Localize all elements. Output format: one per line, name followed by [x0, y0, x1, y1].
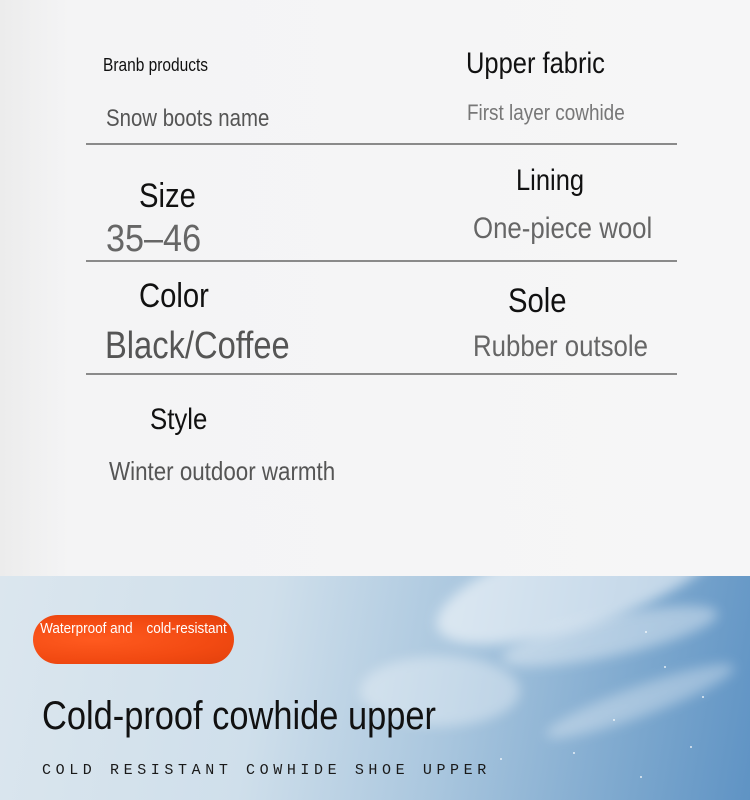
- snow-dot: [613, 719, 615, 721]
- badge-line-2: cold-resistant: [146, 620, 228, 637]
- row-divider: [86, 260, 677, 262]
- style-label: Style: [150, 403, 208, 436]
- feature-banner: [0, 576, 750, 800]
- lining-label: Lining: [516, 164, 585, 197]
- snow-dot: [702, 696, 704, 698]
- snow-dot: [690, 746, 692, 748]
- row-divider: [86, 373, 677, 375]
- banner-subline: COLD RESISTANT COWHIDE SHOE UPPER: [42, 762, 491, 779]
- sole-value: Rubber outsole: [473, 330, 648, 363]
- color-value: Black/Coffee: [105, 325, 290, 367]
- waterproof-badge: [33, 615, 234, 664]
- upper-fabric-label: Upper fabric: [466, 47, 605, 80]
- snow-dot: [664, 666, 666, 668]
- sole-label: Sole: [508, 282, 567, 320]
- snow-dot: [500, 758, 502, 760]
- style-value: Winter outdoor warmth: [109, 456, 336, 486]
- size-label: Size: [139, 177, 196, 215]
- snow-dot: [573, 752, 575, 754]
- color-label: Color: [139, 277, 209, 315]
- brand-value: Snow boots name: [106, 105, 270, 132]
- cloud-decoration: [541, 653, 739, 750]
- size-value: 35–46: [106, 218, 202, 260]
- upper-fabric-value: First layer cowhide: [467, 100, 625, 125]
- snow-dot: [640, 776, 642, 778]
- snow-dot: [645, 631, 647, 633]
- lining-value: One-piece wool: [473, 212, 653, 245]
- banner-headline: Cold-proof cowhide upper: [42, 694, 436, 738]
- badge-line-1: Waterproof and: [40, 620, 134, 637]
- brand-label: Branb products: [103, 55, 208, 75]
- row-divider: [86, 143, 677, 145]
